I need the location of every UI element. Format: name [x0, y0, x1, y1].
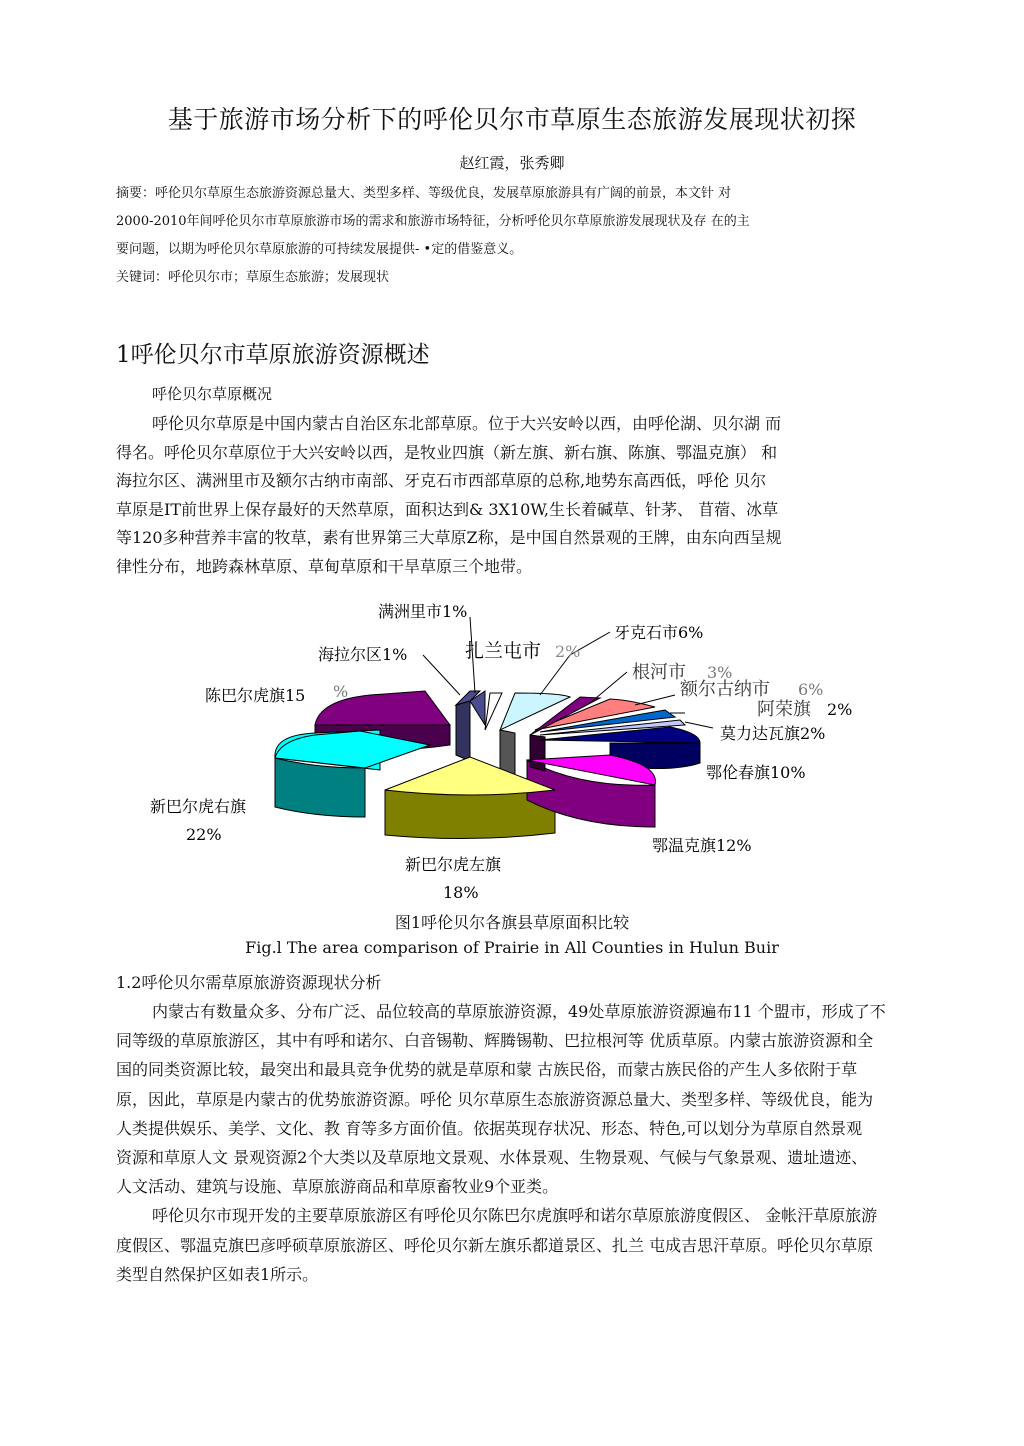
text-line: 人文活动、建筑与设施、草原旅游商品和草原畜牧业9个亚类。 — [116, 1177, 559, 1197]
label-genhe-pct: 3% — [707, 663, 733, 682]
text-line: 类型自然保护区如表1所示。 — [116, 1264, 319, 1284]
label-xinyou-pct: 22% — [186, 825, 222, 844]
label-eerguna: 额尔古纳市 — [680, 679, 770, 700]
label-hailaer: 海拉尔区1% — [318, 645, 408, 664]
text-line: 内蒙古有数量众多、分布广泛、品位较高的草原旅游资源，49处草原旅游资源遍布11 个盟市，形成了不 — [152, 1002, 886, 1021]
abstract — [116, 180, 876, 292]
text-line: 律性分布，地跨森林草原、草甸草原和干旱草原三个地带。 — [116, 556, 533, 576]
label-xinzuo-pct: 18% — [443, 883, 479, 902]
subsection-heading: 呼伦贝尔草原概况 — [152, 385, 273, 403]
abstract-line: 2000-2010年间呼伦贝尔市草原旅游市场的需求和旅游市场特征，分析呼伦贝尔草原旅游发展现状及存 在的主 — [116, 214, 750, 229]
label-zhalantun: 扎兰屯市 — [465, 640, 542, 662]
section-heading: 1呼伦贝尔市草原旅游资源概述 — [116, 342, 430, 368]
abstract-line: 摘要：呼伦贝尔草原生态旅游资源总量大、类型多样、等级优良，发展草原旅游具有广阔的前景，本文针 对 — [116, 186, 732, 201]
label-genhe: 根河市 — [632, 662, 686, 683]
abstract-line: 要问题，以期为呼伦贝尔草原旅游的可持续发展提供- •定的借鉴意义。 — [116, 242, 523, 257]
label-arong: 阿荣旗 — [757, 699, 811, 720]
leader-eerguna — [635, 695, 675, 705]
paper-authors: 赵红霞，张秀卿 — [459, 154, 565, 172]
label-yakeshi: 牙克石市6% — [614, 623, 704, 642]
label-ewenke: 鄂温克旗12% — [652, 836, 752, 855]
label-xinzuo: 新巴尔虎左旗 — [405, 855, 502, 874]
leader-molidawa — [685, 722, 713, 728]
keywords: 关键词：呼伦贝尔市；草原生态旅游；发展现状 — [116, 270, 390, 285]
text-line: 草原是IT前世界上保存最好的天然草原，面积达到& 3X10W,生长着碱草、针茅、 苜蓿、冰草 — [116, 499, 779, 519]
label-chenbaerhu-pct: % — [333, 682, 349, 701]
pie-chart — [140, 595, 880, 905]
paragraph-analysis — [116, 997, 986, 1289]
subsection-heading: 1.2呼伦贝尔需草原旅游资源现状分析 — [116, 973, 382, 992]
label-chenbaerhu: 陈巴尔虎旗15 — [205, 686, 306, 705]
paper-title: 基于旅游市场分析下的呼伦贝尔市草原生态旅游发展现状初探 — [167, 105, 857, 134]
leader-genhe — [590, 672, 627, 703]
leader-hailaer — [423, 655, 460, 695]
label-xinyou: 新巴尔虎右旗 — [150, 797, 247, 816]
figure-caption-cn: 图1呼伦贝尔各旗县草原面积比较 — [394, 913, 630, 932]
text-line: 国的同类资源比较，最突出和最具竞争优势的就是草原和蒙 古族民俗，而蒙古族民俗的产生人多依附于草 — [116, 1060, 858, 1080]
text-line: 呼伦贝尔草原是中国内蒙古自治区东北部草原。位于大兴安岭以西，由呼伦湖、贝尔湖 而 — [152, 414, 782, 433]
text-line: 人类提供娱乐、美学、文化、教 育等多方面价值。依据英现存状况、形态、特色,可以划分为草原自然景观 — [116, 1118, 863, 1138]
text-line: 等120多种营养丰富的牧草，素有世界第三大草原Z称，是中国自然景观的王牌，由东向西呈规 — [116, 528, 782, 547]
label-molidawa: 莫力达瓦旗2% — [720, 724, 826, 743]
text-line: 得名。呼伦贝尔草原位于大兴安岭以西，是牧业四旗（新左旗、新右旗、陈旗、鄂温克旗） 和 — [116, 442, 778, 462]
text-line: 同等级的草原旅游区，其中有呼和诺尔、白音锡勒、辉腾锡勒、巴拉根河等 优质草原。内蒙古旅游资源和全 — [116, 1031, 874, 1051]
text-line: 海拉尔区、满洲里市及额尔古纳市南部、牙克石市西部草原的总称,地势东高西低，呼伦 贝尔 — [116, 471, 767, 490]
text-line: 度假区、鄂温克旗巴彦呼硕草原旅游区、呼伦贝尔新左旗乐都道景区、扎兰 屯成吉思汗草原。呼伦贝尔草原 — [116, 1235, 874, 1255]
label-arong-pct: 2% — [827, 700, 853, 719]
label-zhalantun-pct: 2% — [555, 642, 581, 661]
label-manzhouli: 满洲里市1% — [378, 602, 468, 621]
paragraph-overview — [116, 410, 876, 581]
label-elunchun: 鄂伦春旗10% — [706, 763, 806, 782]
figure-caption-en: Fig.l The area comparison of Prairie in All Counties in Hulun Buir — [245, 938, 779, 957]
text-line: 资源和草原人文 景观资源2个大类以及草原地文景观、水体景观、生物景观、气候与气象景观、遗址遗迹、 — [116, 1148, 868, 1168]
text-line: 呼伦贝尔市现开发的主要草原旅游区有呼伦贝尔陈巴尔虎旗呼和诺尔草原旅游度假区、 金帐汗草原旅游 — [152, 1206, 878, 1226]
text-line: 原，因此，草原是内蒙古的优势旅游资源。呼伦 贝尔草原生态旅游资源总量大、类型多样、等级优良，能为 — [116, 1089, 874, 1109]
slice-zhalantun — [485, 693, 502, 730]
slice-side-manzhouli — [456, 701, 470, 761]
label-eerguna-pct: 6% — [798, 680, 824, 699]
